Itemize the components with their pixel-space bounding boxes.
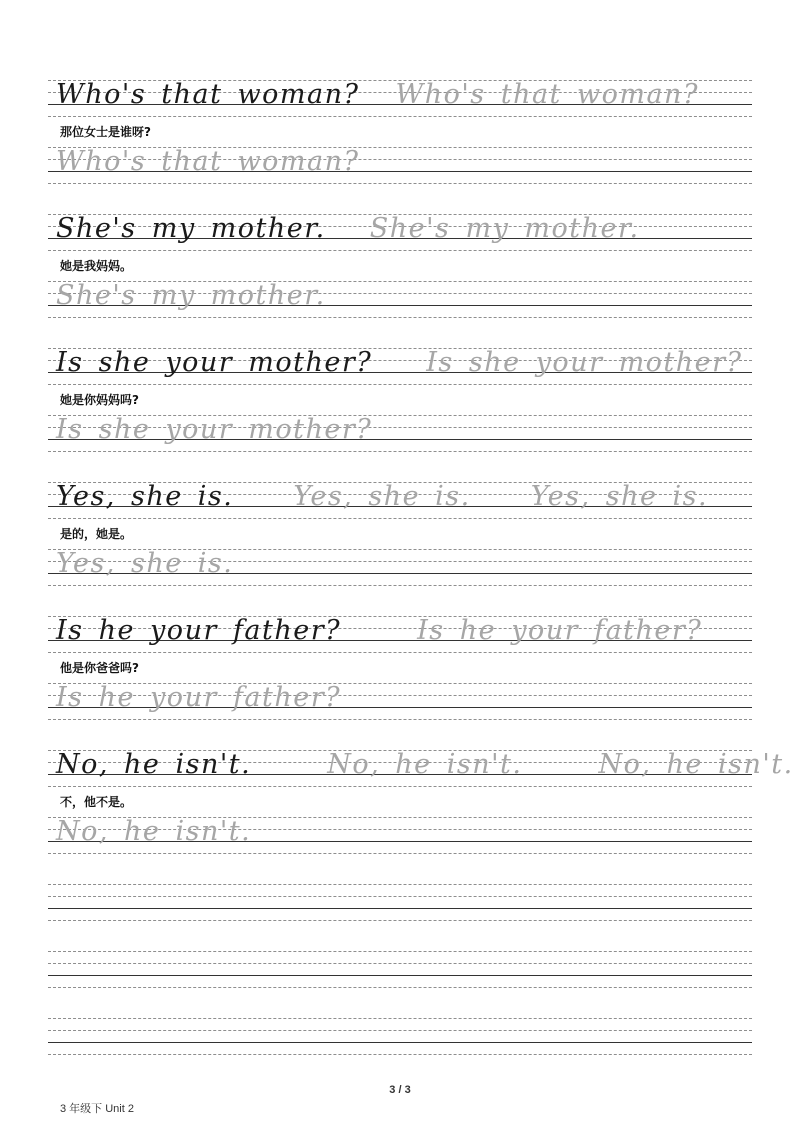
writing-line-practice — [48, 405, 752, 455]
model-sentence: Yes, she is. — [56, 481, 234, 512]
writing-line-practice — [48, 271, 752, 321]
writing-line-empty — [48, 874, 752, 924]
model-sentence: Is he your father? — [56, 615, 342, 646]
trace-sentence: No, he isn't. — [56, 816, 252, 847]
trace-sentence: No, he isn't. — [327, 749, 523, 780]
trace-sentence: She's my mother. — [369, 213, 640, 244]
chinese-translation: 她是你妈妈吗? — [60, 393, 139, 407]
writing-line-model — [48, 740, 794, 790]
writing-line-model — [48, 472, 752, 522]
writing-line-model — [48, 606, 752, 656]
trace-sentence: Is he your father? — [417, 615, 703, 646]
trace-sentence: Is he your father? — [56, 682, 342, 713]
writing-line-practice — [48, 807, 752, 857]
trace-sentence: Yes, she is. — [530, 481, 709, 512]
trace-sentence: Yes, she is. — [56, 548, 234, 579]
chinese-translation: 她是我妈妈。 — [60, 259, 133, 273]
model-sentence: Is she your mother? — [56, 347, 373, 378]
trace-sentence: Is she your mother? — [426, 347, 743, 378]
model-sentence: She's my mother. — [56, 213, 326, 244]
chinese-translation: 是的，她是。 — [60, 527, 133, 541]
page-number: 3 / 3 — [389, 1084, 411, 1096]
chinese-translation: 他是你爸爸吗? — [60, 661, 139, 675]
writing-line-practice — [48, 539, 752, 589]
trace-sentence: Who's that woman? — [56, 146, 360, 177]
trace-sentence: Is she your mother? — [56, 414, 373, 445]
writing-line-empty — [48, 1008, 752, 1058]
writing-line-empty — [48, 941, 752, 991]
writing-line-model — [48, 70, 752, 120]
writing-line-model — [48, 204, 752, 254]
model-sentence: No, he isn't. — [56, 749, 252, 780]
trace-sentence: No, he isn't. — [598, 749, 794, 780]
trace-sentence: Who's that woman? — [395, 79, 699, 110]
writing-line-practice — [48, 673, 752, 723]
writing-line-model — [48, 338, 752, 388]
grade-unit-label: 3 年级下 Unit 2 — [60, 1103, 134, 1115]
trace-sentence: She's my mother. — [56, 280, 326, 311]
model-sentence: Who's that woman? — [56, 79, 360, 110]
writing-line-practice — [48, 137, 752, 187]
chinese-translation: 那位女士是谁呀? — [60, 125, 151, 139]
chinese-translation: 不，他不是。 — [60, 795, 133, 809]
trace-sentence: Yes, she is. — [293, 481, 471, 512]
